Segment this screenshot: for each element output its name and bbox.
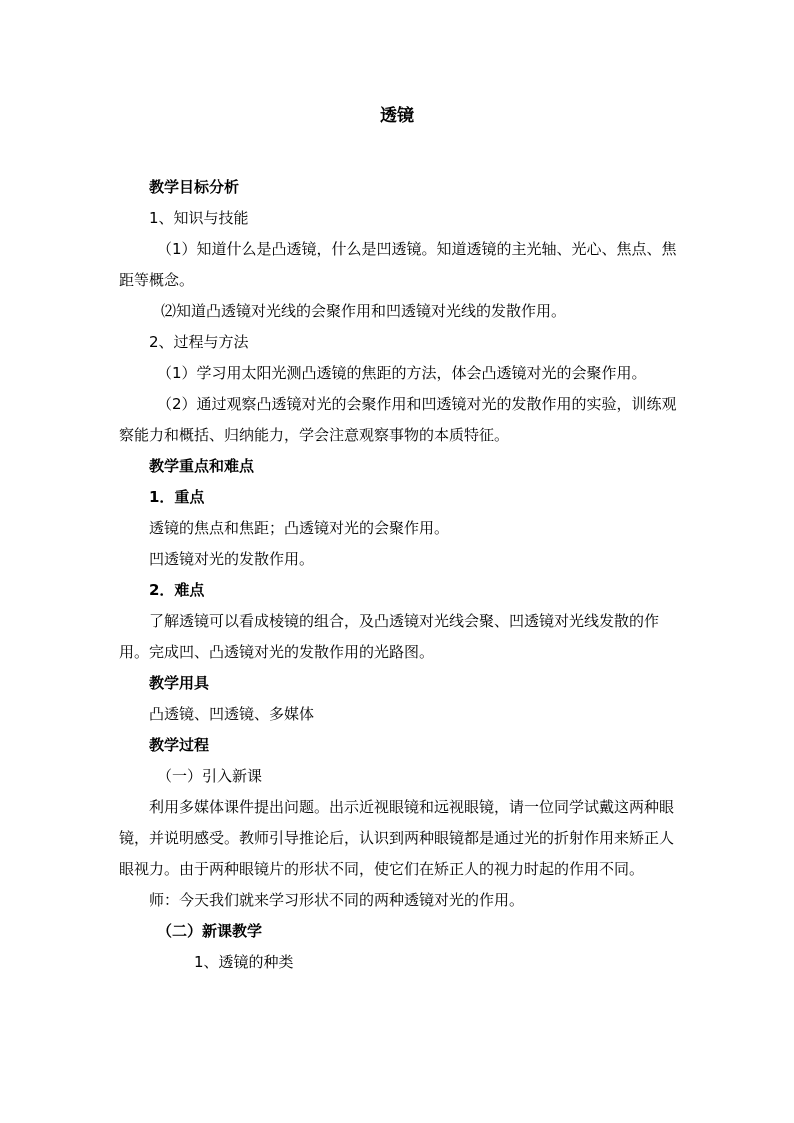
section-heading-tools: 教学用具 — [149, 674, 210, 692]
document-title: 透镜 — [380, 106, 414, 126]
subheading-lens-types: 1、透镜的种类 — [194, 953, 294, 971]
subheading-difficulty: 2．难点 — [149, 581, 205, 599]
paragraph-teacher-remark: 师：今天我们就来学习形状不同的两种透镜对光的作用。 — [149, 891, 525, 909]
section-heading-objectives: 教学目标分析 — [149, 178, 240, 196]
document-body — [119, 172, 679, 978]
paragraph-objective-2: ⑵知道凸透镜对光线的会聚作用和凹透镜对光线的发散作用。 — [161, 302, 567, 320]
paragraph-objective-1: （1）知道什么是凸透镜，什么是凹透镜。知道透镜的主光轴、光心、焦点、焦距等概念。 — [119, 240, 677, 289]
paragraph-process-1: （1）学习用太阳光测凸透镜的焦距的方法，体会凸透镜对光的会聚作用。 — [157, 364, 647, 382]
section-heading-process: 教学过程 — [149, 736, 210, 754]
paragraph-process-2: （2）通过观察凸透镜对光的会聚作用和凹透镜对光的发散作用的实验，训练观察能力和概括、归纳能力，学会注意观察事物的本质特征。 — [119, 395, 677, 444]
section-heading-key-points: 教学重点和难点 — [149, 457, 255, 475]
subheading-knowledge-skills: 1、知识与技能 — [149, 209, 249, 227]
subheading-introduction: （一）引入新课 — [157, 767, 263, 785]
subheading-key-point: 1．重点 — [149, 488, 205, 506]
paragraph-key-point-1: 透镜的焦点和焦距；凸透镜对光的会聚作用。 — [149, 519, 450, 537]
paragraph-difficulty: 了解透镜可以看成棱镜的组合，及凸透镜对光线会聚、凹透镜对光线发散的作用。完成凹、凸透镜对光的发散作用的光路图。 — [119, 612, 660, 661]
subheading-process-method: 2、过程与方法 — [149, 333, 249, 351]
paragraph-key-point-2: 凹透镜对光的发散作用。 — [149, 550, 315, 568]
paragraph-introduction: 利用多媒体课件提出问题。出示近视眼镜和远视眼镜，请一位同学试戴这两种眼镜，并说明感受。教师引导推论后，认识到两种眼镜都是通过光的折射作用来矫正人眼视力。由于两种眼镜片的形状不同，使它们在矫正人的视力时起的作用不同。 — [119, 798, 675, 878]
paragraph-tools: 凸透镜、凹透镜、多媒体 — [149, 705, 315, 723]
subheading-new-lesson: （二）新课教学 — [157, 922, 263, 940]
